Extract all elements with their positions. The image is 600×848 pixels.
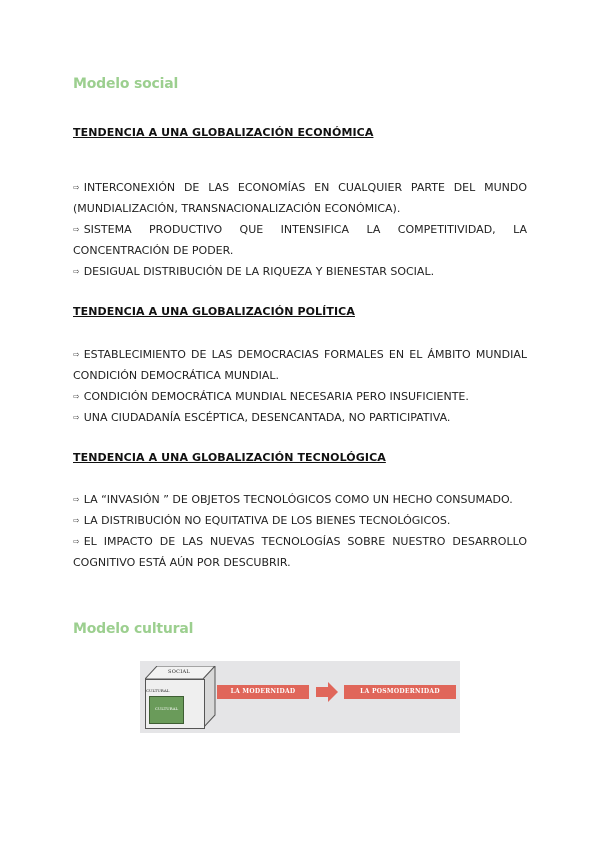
list-item: ⇨ EL IMPACTO DE LAS NUEVAS TECNOLOGÍAS SOBRE NUESTRO DESARROLLO COGNITIVO ESTÁ AÚN POR DESCUBRIR. [73,535,527,569]
heading-technological: TENDENCIA A UNA GLOBALIZACIÓN TECNOLÓGICA [73,451,386,464]
arrow-bullet-icon: ⇨ [73,516,80,525]
inner-cube-label: CULTURAL [154,706,179,711]
list-item: ⇨ LA “INVASIÓN ” DE OBJETOS TECNOLÓGICOS COMO UN HECHO CONSUMADO. [73,493,513,506]
outer-cube-label: SOCIAL [168,669,191,675]
economic-list [73,177,527,282]
list-item: ⇨ LA DISTRIBUCIÓN NO EQUITATIVA DE LOS BIENES TECNOLÓGICOS. [73,514,451,527]
arrow-bullet-icon: ⇨ [73,267,80,276]
inner-cube-top-label: CULTURAL [146,688,170,693]
stage-modernity: LA MODERNIDAD [217,685,309,699]
list-item: ⇨ INTERCONEXIÓN DE LAS ECONOMÍAS EN CUALQUIER PARTE DEL MUNDO (MUNDIALIZACIÓN, TRANSNACIONALIZACIÓN ECONÓMICA). [73,181,527,215]
political-list [73,344,527,428]
cultural-model-diagram [140,661,460,733]
section-title-social: Modelo social [73,76,179,92]
arrow-bullet-icon: ⇨ [73,183,80,192]
list-item: ⇨ SISTEMA PRODUCTIVO QUE INTENSIFICA LA COMPETITIVIDAD, LA CONCENTRACIÓN DE PODER. [73,223,527,257]
stage-postmodernity: LA POSMODERNIDAD [344,685,456,699]
arrow-bullet-icon: ⇨ [73,495,80,504]
arrow-bullet-icon: ⇨ [73,350,80,359]
arrow-bullet-icon: ⇨ [73,225,80,234]
heading-economic: TENDENCIA A UNA GLOBALIZACIÓN ECONÓMICA [73,126,374,139]
right-arrow-icon [316,682,338,702]
arrow-bullet-icon: ⇨ [73,413,80,422]
arrow-bullet-icon: ⇨ [73,392,80,401]
arrow-bullet-icon: ⇨ [73,537,80,546]
section-title-cultural: Modelo cultural [73,621,194,637]
list-item: ⇨ UNA CIUDADANÍA ESCÉPTICA, DESENCANTADA, NO PARTICIPATIVA. [73,411,451,424]
heading-political: TENDENCIA A UNA GLOBALIZACIÓN POLÍTICA [73,305,355,318]
list-item: ⇨ DESIGUAL DISTRIBUCIÓN DE LA RIQUEZA Y BIENESTAR SOCIAL. [73,265,435,278]
list-item: ⇨ ESTABLECIMIENTO DE LAS DEMOCRACIAS FORMALES EN EL ÁMBITO MUNDIAL CONDICIÓN DEMOCRÁTICA MUNDIAL. [73,348,527,382]
technological-list [73,489,527,573]
list-item: ⇨ CONDICIÓN DEMOCRÁTICA MUNDIAL NECESARIA PERO INSUFICIENTE. [73,390,469,403]
